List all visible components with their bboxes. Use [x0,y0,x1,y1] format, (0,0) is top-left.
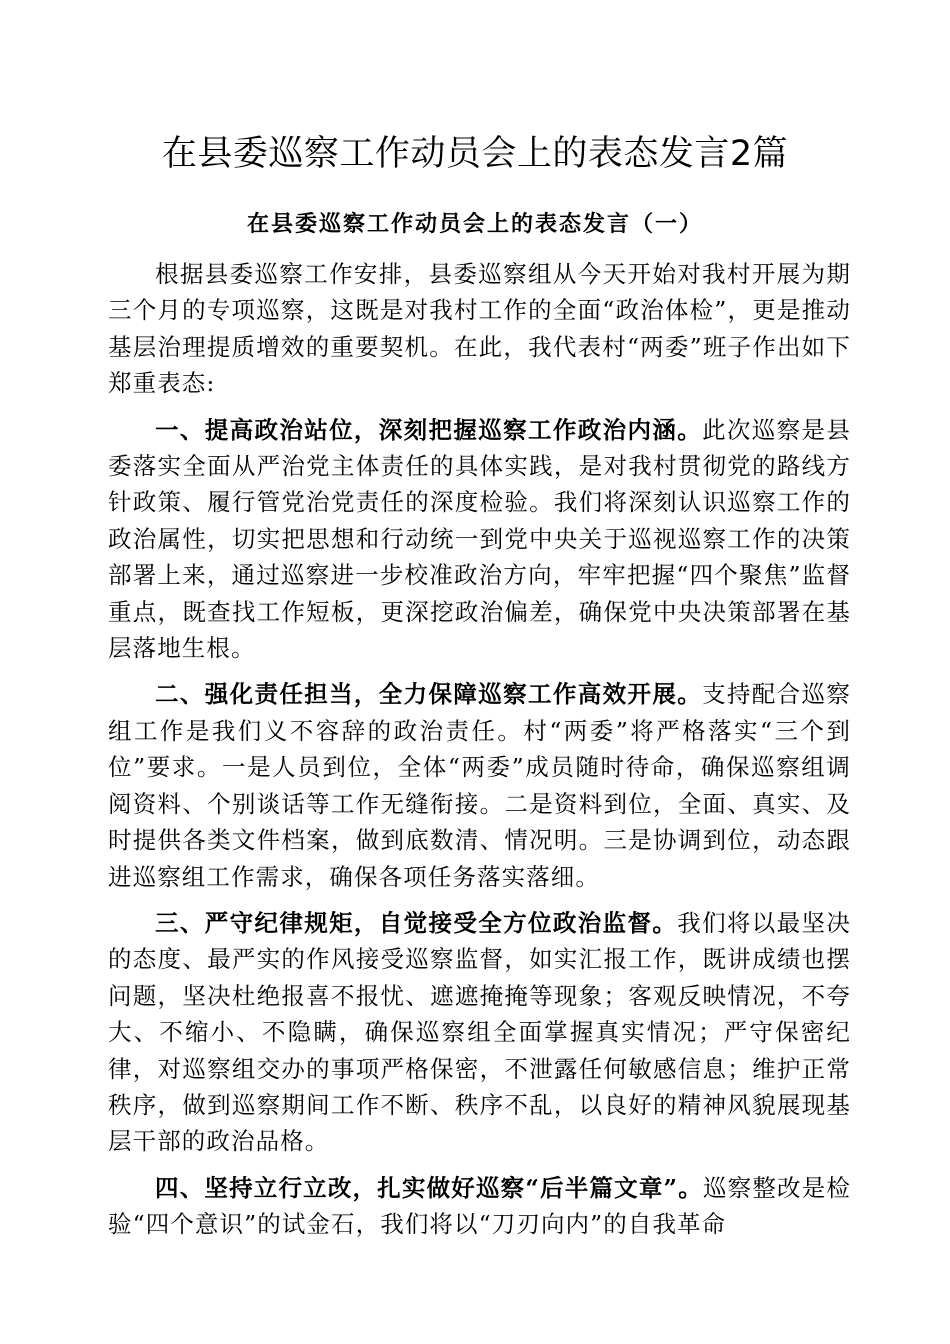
paragraph-text: 我们将以最坚决的态度、最严实的作风接受巡察监督，如实汇报工作，既讲成绩也摆问题，坚决杜绝报喜不报忧、遮遮掩掩等现象；客观反映情况，不夸大、不缩小、不隐瞒，确保巡察组全面掌握真实情况；严守保密纪律，对巡察组交办的事项严格保密，不泄露任何敏感信息；维护正常秩序，做到巡察期间工作不断、秩序不乱，以良好的精神风貌展现基层干部的政治品格。 [108,908,852,1156]
paragraph-heading: 二、强化责任担当，全力保障巡察工作高效开展。 [155,680,703,709]
paragraph-text: 巡察整改是检验“四个意识”的试金石，我们将以“刀刃向内”的自我革命 [108,1173,851,1239]
paragraph-text: 支持配合巡察组工作是我们义不容辞的政治责任。村“两委”将严格落实“三个到位”要求。一是人员到位，全体“两委”成员随时待命，确保巡察组调阅资料、个别谈话等工作无缝衔接。二是资料到位，全面、真实、及时提供各类文件档案，做到底数清、情况明。三是协调到位，动态跟进巡察组工作需求，确保各项任务落实落细。 [108,680,851,891]
paragraph-intro [108,256,851,402]
paragraph-heading: 一、提高政治站位，深刻把握巡察工作政治内涵。 [155,415,703,444]
document-body [108,256,851,1253]
paragraph-3 [108,905,851,1160]
document-subtitle: 在县委巡察工作动员会上的表态发言（一） [246,211,703,237]
document-title: 在县委巡察工作动员会上的表态发言2篇 [161,134,789,174]
paragraph-heading: 三、严守纪律规矩，自觉接受全方位政治监督。 [155,908,678,937]
paragraph-text: 根据县委巡察工作安排，县委巡察组从今天开始对我村开展为期三个月的专项巡察，这既是对我村工作的全面“政治体检”，更是推动基层治理提质增效的重要契机。在此，我代表村“两委”班子作出如下郑重表态: [108,260,851,398]
paragraph-heading: 四、坚持立行立改，扎实做好巡察“后半篇文章”。 [155,1173,703,1202]
paragraph-2 [108,676,851,894]
paragraph-text: 此次巡察是县委落实全面从严治党主体责任的具体实践，是对我村贯彻党的路线方针政策、履行管党治党责任的深度检验。我们将深刻认识巡察工作的政治属性，切实把思想和行动统一到党中央关于巡视巡察工作的决策部署上来，通过巡察进一步校准政治方向，牢牢把握“四个聚焦”监督重点，既查找工作短板，更深挖政治偏差，确保党中央决策部署在基层落地生根。 [108,415,851,663]
paragraph-4 [108,1170,851,1243]
paragraph-1 [108,412,851,667]
